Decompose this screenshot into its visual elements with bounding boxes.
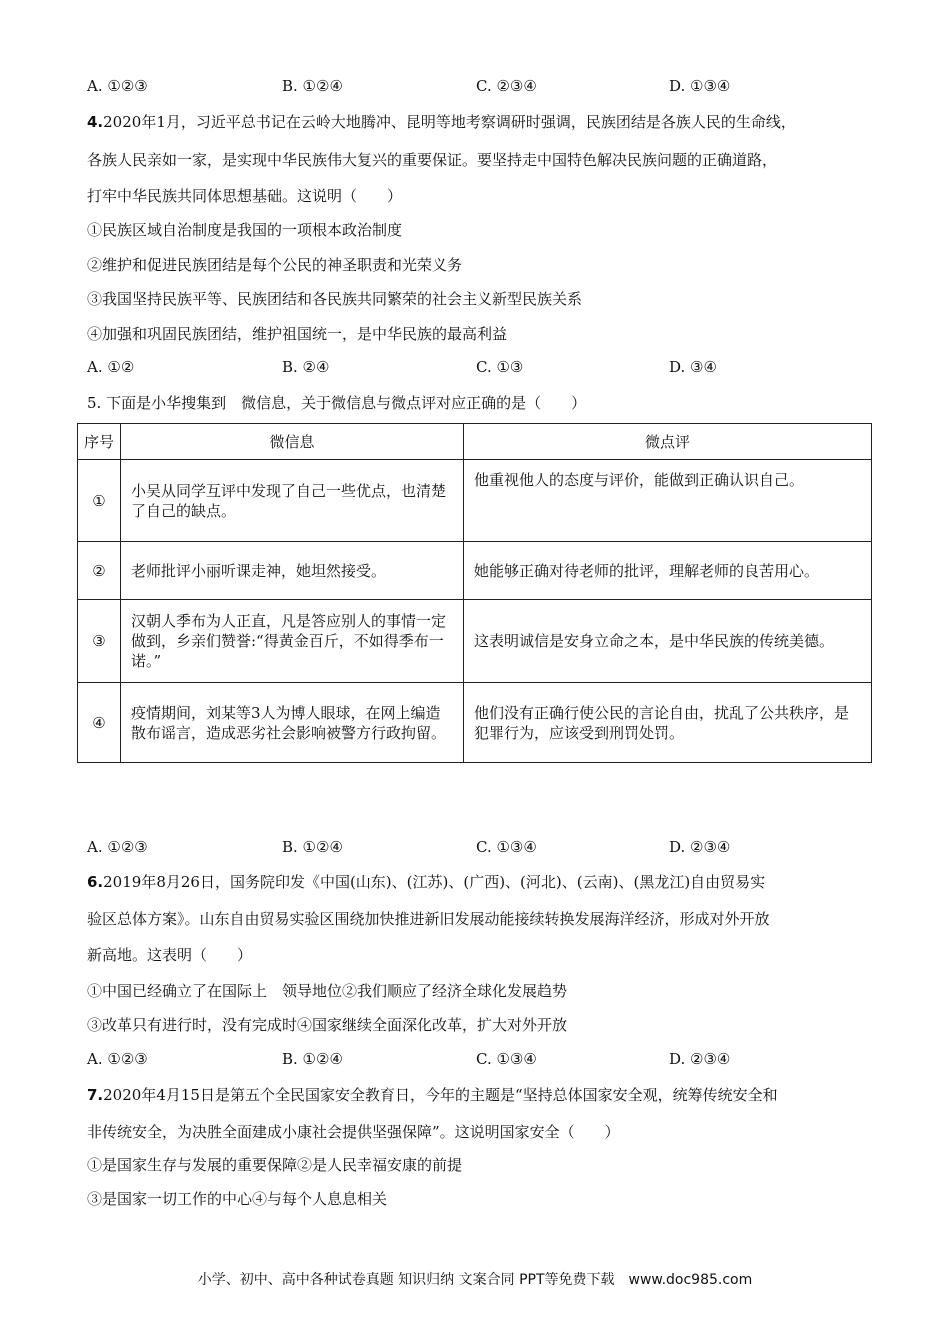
q6-option-d: D. ②③④ xyxy=(669,1050,731,1068)
row-num: ④ xyxy=(78,683,121,763)
q5-option-b: B. ①②④ xyxy=(282,838,343,856)
q4-option-b: B. ②④ xyxy=(282,358,330,376)
q4-number: 4. xyxy=(87,113,104,131)
q4-stem-line-1 xyxy=(87,112,796,132)
q6-option-c: C. ①③④ xyxy=(476,1050,537,1068)
q7-number: 7. xyxy=(87,1086,104,1104)
q4-statement-4: ④加强和巩固民族团结，维护祖国统一，是中华民族的最高利益 xyxy=(87,325,508,343)
q4-statement-1: ①民族区域自治制度是我国的一项根本政治制度 xyxy=(87,221,403,239)
q6-number: 6. xyxy=(87,873,104,891)
row-num: ③ xyxy=(78,600,121,683)
q7-text-1: 2020年4月15日是第五个全民国家安全教育日，今年的主题是“坚持总体国家安全观，统筹传统安全和 xyxy=(103,1086,778,1104)
q6-text-1: 2019年8月26日，国务院印发《中国(山东)、(江苏)、(广西)、(河北)、(云南)、(黑龙江)自由贸易实 xyxy=(103,873,766,891)
row-comment: 这表明诚信是安身立命之本，是中华民族的传统美德。 xyxy=(464,600,872,683)
q7-statement-2: ③是国家一切工作的中心④与每个人息息相关 xyxy=(87,1190,388,1208)
q7-stem-line-1 xyxy=(87,1085,778,1105)
q3-option-d: D. ①③④ xyxy=(669,77,731,95)
row-info: 老师批评小丽听课走神，她坦然接受。 xyxy=(121,542,464,600)
header-info: 微信息 xyxy=(121,424,464,460)
row-num: ② xyxy=(78,542,121,600)
q3-option-b: B. ①②④ xyxy=(282,77,343,95)
row-info: 汉朝人季布为人正直，凡是答应别人的事情一定做到，乡亲们赞誉:“得黄金百斤，不如得季布一诺。” xyxy=(121,600,464,683)
q3-option-c: C. ②③④ xyxy=(476,77,537,95)
q6-statement-2: ③改革只有进行时，没有完成时④国家继续全面深化改革，扩大对外开放 xyxy=(87,1016,568,1034)
table-row xyxy=(78,600,872,683)
q4-statement-2: ②维护和促进民族团结是每个公民的神圣职责和光荣义务 xyxy=(87,256,463,274)
q5-option-c: C. ①③④ xyxy=(476,838,537,856)
header-num: 序号 xyxy=(78,424,121,460)
q3-options xyxy=(87,77,887,97)
row-comment: 他们没有正确行使公民的言论自由，扰乱了公共秩序，是犯罪行为，应该受到刑罚处罚。 xyxy=(464,683,872,763)
header-comment: 微点评 xyxy=(464,424,872,460)
q4-option-c: C. ①③ xyxy=(476,358,524,376)
row-comment: 她能够正确对待老师的批评，理解老师的良苦用心。 xyxy=(464,542,872,600)
row-info: 小吴从同学互评中发现了自己一些优点，也清楚了自己的缺点。 xyxy=(121,460,464,542)
q5-option-a: A. ①②③ xyxy=(87,838,148,856)
q7-stem-line-2: 非传统安全，为决胜全面建成小康社会提供坚强保障”。这说明国家安全（ ） xyxy=(87,1123,620,1141)
page-footer: 小学、初中、高中各种试卷真题 知识归纳 文案合同 PPT等免费下载 www.doc985.com xyxy=(197,1272,753,1288)
q5-options xyxy=(87,838,887,858)
q4-options xyxy=(87,358,887,378)
q4-stem-line-3: 打牢中华民族共同体思想基础。这说明（ ） xyxy=(87,187,403,205)
q6-statement-1: ①中国已经确立了在国际上 领导地位②我们顺应了经济全球化发展趋势 xyxy=(87,982,568,1000)
table-row xyxy=(78,683,872,763)
q5-stem: 5. 下面是小华搜集到 微信息，关于微信息与微点评对应正确的是（ ） xyxy=(87,394,587,412)
q6-option-b: B. ①②④ xyxy=(282,1050,343,1068)
q6-stem-line-2: 验区总体方案》。山东自由贸易实验区围绕加快推进新旧发展动能接续转换发展海洋经济，形成对外开放 xyxy=(87,910,770,928)
table-row xyxy=(78,460,872,542)
q6-stem-line-1 xyxy=(87,872,765,892)
q4-option-a: A. ①② xyxy=(87,358,135,376)
q5-table xyxy=(77,423,872,763)
q6-options xyxy=(87,1050,887,1070)
row-num: ① xyxy=(78,460,121,542)
q4-statement-3: ③我国坚持民族平等、民族团结和各民族共同繁荣的社会主义新型民族关系 xyxy=(87,290,583,308)
table-header-row xyxy=(78,424,872,460)
q4-option-d: D. ③④ xyxy=(669,358,717,376)
row-comment: 他重视他人的态度与评价，能做到正确认识自己。 xyxy=(464,460,872,542)
q6-option-a: A. ①②③ xyxy=(87,1050,148,1068)
q7-statement-1: ①是国家生存与发展的重要保障②是人民幸福安康的前提 xyxy=(87,1156,463,1174)
table-row xyxy=(78,542,872,600)
row-info: 疫情期间，刘某等3人为博人眼球，在网上编造散布谣言，造成恶劣社会影响被警方行政拘留。 xyxy=(121,683,464,763)
q4-text-1: 2020年1月，习近平总书记在云岭大地腾冲、昆明等地考察调研时强调，民族团结是各族人民的生命线， xyxy=(103,113,796,131)
q5-option-d: D. ②③④ xyxy=(669,838,731,856)
q4-stem-line-2: 各族人民亲如一家，是实现中华民族伟大复兴的重要保证。要坚持走中国特色解决民族问题的正确道路， xyxy=(87,151,778,169)
q6-stem-line-3: 新高地。这表明（ ） xyxy=(87,946,253,964)
q3-option-a: A. ①②③ xyxy=(87,77,148,95)
